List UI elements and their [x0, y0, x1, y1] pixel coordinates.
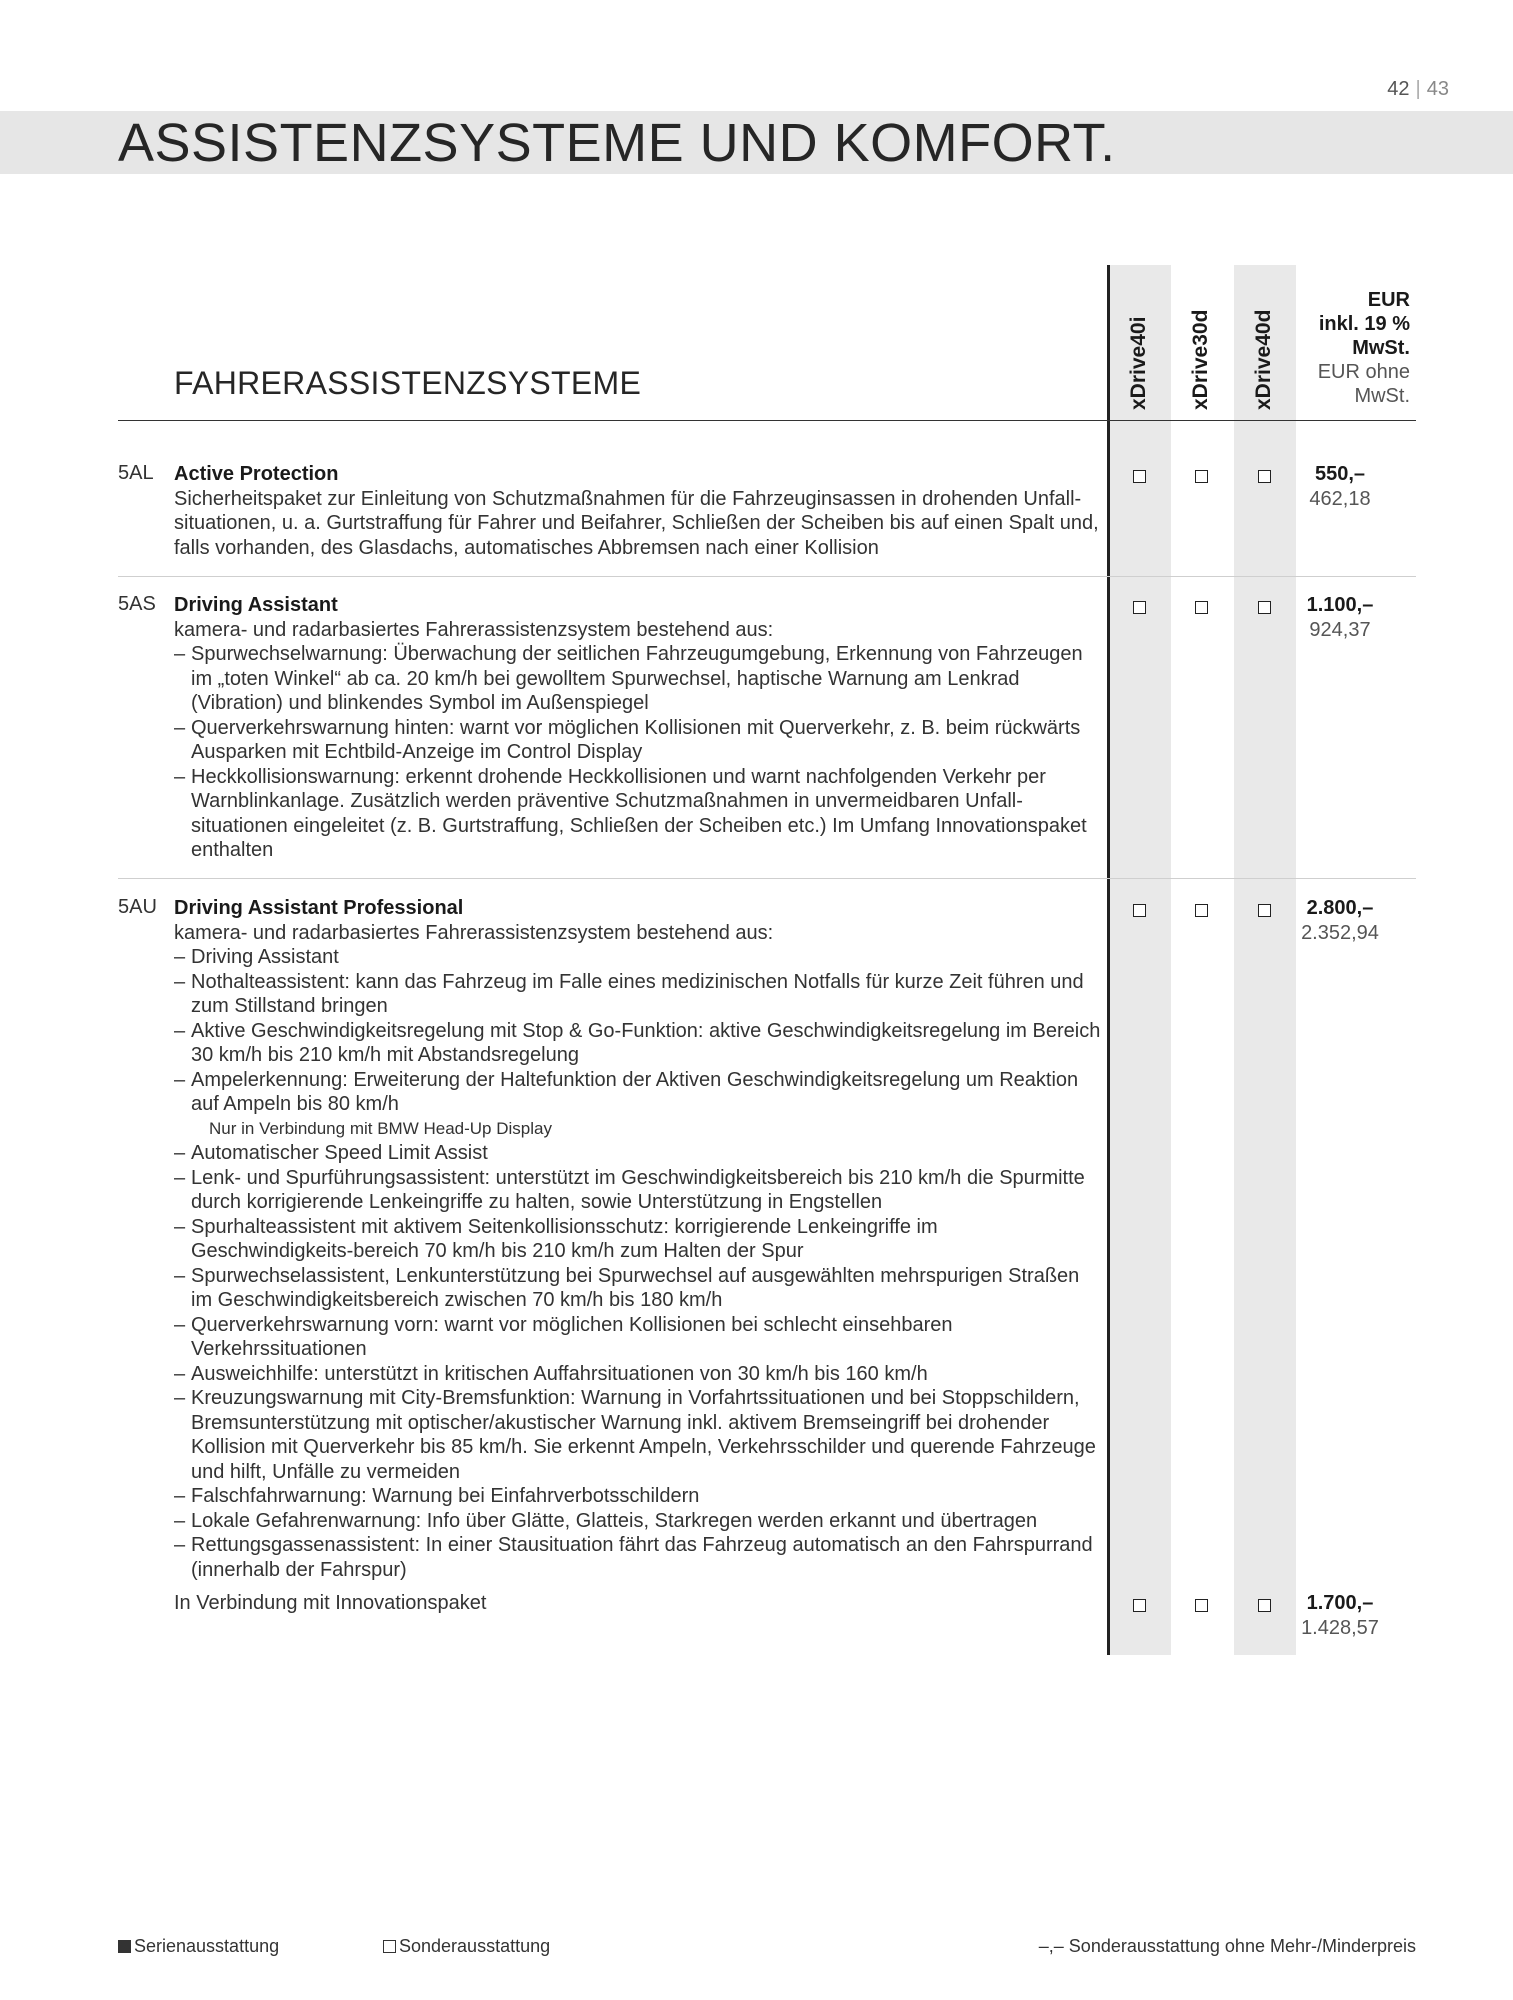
optional-checkbox-xdrive40i — [1133, 1599, 1146, 1612]
option-price: 1.700,– 1.428,57 — [1301, 1592, 1379, 1639]
optional-checkbox-xdrive40i — [1133, 470, 1146, 483]
optional-checkbox-xdrive30d — [1195, 470, 1208, 483]
option-price: 1.100,– 924,37 — [1306, 594, 1374, 641]
legend-standard: Serienausstattung — [118, 1936, 279, 1957]
option-entry-innovation-package — [174, 1591, 1104, 1616]
list-item: – Ampelerkennung: Erweiterung der Haltefunktion der Aktiven Geschwindigkeitsregelung um Reaktion auf Ampeln bis 80 km/h — [174, 1068, 1104, 1117]
row-divider — [118, 878, 1416, 879]
list-item: – Nothalteassistent: kann das Fahrzeug im Falle eines medizinischen Notfalls für kurze Zeit führen und zum Stillstand bringen — [174, 970, 1104, 1019]
optional-checkbox-xdrive40d — [1258, 904, 1271, 917]
option-name: Active Protection — [174, 463, 339, 485]
section-heading: FAHRERASSISTENZSYSTEME — [174, 365, 642, 401]
optional-checkbox-xdrive30d — [1195, 1599, 1208, 1612]
optional-checkbox-xdrive40d — [1258, 601, 1271, 614]
optional-checkbox-xdrive40d — [1258, 470, 1271, 483]
option-entry-active-protection: Active Protection Sicherheitspaket zur Einleitung von Schutzmaßnahmen für die Fahrzeuginsassen in drohenden Unfall- situationen, u. a. Gurtstraffung für Fahrer und Beifahrer, Schließen der Scheiben bis auf einen Spalt und, falls vorhanden, des Glasdachs, automatisches Abbremsen nach einer Kollision — [174, 462, 1104, 560]
optional-checkbox-xdrive40i — [1133, 904, 1146, 917]
list-item: – Spurhalteassistent mit aktivem Seitenkollisionsschutz: korrigierende Lenkeingriffe im Geschwindigkeits-bereich 70 km/h bis 210 km/h zum Halten der Spur — [174, 1215, 1104, 1264]
price-header: EUR inkl. 19 % MwSt. EUR ohne MwSt. — [1317, 289, 1410, 407]
variant-label-1: xDrive40i — [1127, 316, 1150, 410]
list-item: – Ausweichhilfe: unterstützt in kritischen Auffahrsituationen von 30 km/h bis 160 km/h — [174, 1362, 1104, 1387]
optional-checkbox-xdrive40i — [1133, 601, 1146, 614]
footnote: Nur in Verbindung mit BMW Head-Up Display — [209, 1118, 552, 1138]
page-number — [1387, 78, 1449, 101]
option-name: Driving Assistant — [174, 594, 338, 616]
list-item: – Driving Assistant — [174, 945, 1104, 970]
option-entry-driving-assistant: Driving Assistant kamera- und radarbasiertes Fahrerassistenzsystem bestehend aus: – Spurwechselwarnung: Überwachung der seitlichen Fahrzeugumgebung, Erkennung von Fahrzeugen im „toten Winkel“ ab ca. 20 km/h bei gewolltem Spurwechsel, haptische Warnung am Lenkrad (Vibration) und blinkendes Symbol im Außenspiegel – Querverkehrswarnung hinten: warnt vor möglichen Kollisionen mit Querverkehr, z. B. beim rückwärts Ausparken mit Echtbild-Anzeige im Control Display – Heckkollisionswarnung: erkennt drohende Heckkollisionen und warnt nachfolgenden Verkehr per Warnblinkanlage. Zusätzlich werden präventive Schutzmaßnahmen in unvermeidbaren Unfall-situationen eingeleitet (z. B. Gurtstraffung, Schließen der Scheiben etc.) Im Umfang Innovationspaket enthalten — [174, 593, 1104, 863]
list-item: – Querverkehrswarnung vorn: warnt vor möglichen Kollisionen bei schlecht einsehbaren Verkehrssituationen — [174, 1313, 1104, 1362]
option-code: 5AL — [118, 462, 154, 484]
optional-checkbox-xdrive30d — [1195, 601, 1208, 614]
page-number-right: 43 — [1426, 78, 1449, 100]
row-divider — [118, 576, 1416, 577]
list-item: – Lenk- und Spurführungsassistent: unterstützt im Geschwindigkeitsbereich bis 210 km/h die Spurmitte durch korrigierende Lenkeingriffe zu halten, sowie Unterstützung in Engstellen — [174, 1166, 1104, 1215]
optional-checkbox-xdrive40d — [1258, 1599, 1271, 1612]
option-name: In Verbindung mit Innovationspaket — [174, 1592, 487, 1614]
list-item: – Rettungsgassenassistent: In einer Stausituation fährt das Fahrzeug automatisch an den Fahrspurrand (innerhalb der Fahrspur) — [174, 1533, 1104, 1582]
option-entry-driving-assistant-professional: Driving Assistant Professional kamera- und radarbasiertes Fahrerassistenzsystem bestehend aus: – Driving Assistant – Nothalteassistent: kann das Fahrzeug im Falle eines medizinischen Notfalls für kurze Zeit führen und zum Stillstand bringen – Aktive Geschwindigkeitsregelung mit Stop & Go-Funktion: aktive Geschwindigkeitsregelung im Bereich 30 km/h bis 210 km/h mit Abstandsregelung – Ampelerkennung: Erweiterung der Haltefunktion der Aktiven Geschwindigkeitsregelung um Reaktion auf Ampeln bis 80 km/h Nur in Verbindung mit BMW Head-Up Display – Automatischer Speed Limit Assist – Lenk- und Spurführungsassistent: unterstützt im Geschwindigkeitsbereich bis 210 km/h die Spurmitte durch korrigierende Lenkeingriffe zu halten, sowie Unterstützung in Engstellen – Spurhalteassistent mit aktivem Seitenkollisionsschutz: korrigierende Lenkeingriffe im Geschwindigkeits-bereich 70 km/h bis 210 km/h zum Halten der Spur – Spurwechselassistent, Lenkunterstützung bei Spurwechsel auf ausgewählten mehrspurigen Straßen im Geschwindigkeitsbereich zwischen 70 km/h bis 180 km/h – Querverkehrswarnung vorn: warnt vor möglichen Kollisionen bei schlecht einsehbaren Verkehrssituationen – Ausweichhilfe: unterstützt in kritischen Auffahrsituationen von 30 km/h bis 160 km/h – Kreuzungswarnung mit City-Bremsfunktion: Warnung in Vorfahrtssituationen und bei Stoppschildern, Bremsunterstützung mit optischer/akustischer Warnung inkl. aktivem Bremseingriff bei drohender Kollision mit Querverkehr bis 85 km/h. Sie erkennt Ampeln, Verkehrsschilder und querende Fahrzeuge und hilft, Unfälle zu vermeiden – Falschfahrwarnung: Warnung bei Einfahrverbotsschildern – Lokale Gefahrenwarnung: Info über Glätte, Glatteis, Starkregen werden erkannt und übertragen – Rettungsgassenassistent: In einer Stausituation fährt das Fahrzeug automatisch an den Fahrspurrand (innerhalb der Fahrspur) — [174, 896, 1104, 1582]
option-name: Driving Assistant Professional — [174, 897, 464, 919]
header-rule — [118, 420, 1416, 421]
list-item: – Spurwechselwarnung: Überwachung der seitlichen Fahrzeugumgebung, Erkennung von Fahrzeugen im „toten Winkel“ ab ca. 20 km/h bei gewolltem Spurwechsel, haptische Warnung am Lenkrad (Vibration) und blinkendes Symbol im Außenspiegel — [174, 642, 1104, 716]
variant-label-2: xDrive30d — [1189, 309, 1212, 410]
empty-square-icon — [383, 1940, 396, 1953]
option-code: 5AS — [118, 593, 156, 615]
list-item: – Heckkollisionswarnung: erkennt drohende Heckkollisionen und warnt nachfolgenden Verkehr per Warnblinkanlage. Zusätzlich werden präventive Schutzmaßnahmen in unvermeidbaren Unfall-situationen eingeleitet (z. B. Gurtstraffung, Schließen der Scheiben etc.) Im Umfang Innovationspaket enthalten — [174, 765, 1104, 863]
list-item: – Spurwechselassistent, Lenkunterstützung bei Spurwechsel auf ausgewählten mehrspurigen Straßen im Geschwindigkeitsbereich zwischen 70 km/h bis 180 km/h — [174, 1264, 1104, 1313]
legend-no-price: –,– Sonderausstattung ohne Mehr-/Minderpreis — [1038, 1936, 1416, 1956]
list-item: – Automatischer Speed Limit Assist — [174, 1141, 1104, 1166]
list-item: – Falschfahrwarnung: Warnung bei Einfahrverbotsschildern — [174, 1484, 1104, 1509]
option-price: 2.800,– 2.352,94 — [1301, 897, 1379, 944]
page-number-left: 42 — [1387, 78, 1410, 100]
filled-square-icon — [118, 1940, 131, 1953]
list-item: – Kreuzungswarnung mit City-Bremsfunktion: Warnung in Vorfahrtssituationen und bei Stoppschildern, Bremsunterstützung mit optischer/akustischer Warnung inkl. aktivem Bremseingriff bei drohender Kollision mit Querverkehr bis 85 km/h. Sie erkennt Ampeln, Verkehrsschilder und querende Fahrzeuge und hilft, Unfälle zu vermeiden — [174, 1386, 1104, 1484]
option-code: 5AU — [118, 896, 157, 918]
variant-label-3: xDrive40d — [1252, 309, 1275, 410]
option-price: 550,– 462,18 — [1309, 463, 1371, 510]
page-title: ASSISTENZSYSTEME UND KOMFORT. — [118, 113, 1116, 173]
legend-optional: Sonderausstattung — [383, 1936, 550, 1957]
list-item: – Lokale Gefahrenwarnung: Info über Glätte, Glatteis, Starkregen werden erkannt und übertragen — [174, 1509, 1104, 1534]
page-number-separator: | — [1415, 78, 1421, 100]
optional-checkbox-xdrive30d — [1195, 904, 1208, 917]
list-item: – Aktive Geschwindigkeitsregelung mit Stop & Go-Funktion: aktive Geschwindigkeitsregelung im Bereich 30 km/h bis 210 km/h mit Abstandsregelung — [174, 1019, 1104, 1068]
list-item: – Querverkehrswarnung hinten: warnt vor möglichen Kollisionen mit Querverkehr, z. B. beim rückwärts Ausparken mit Echtbild-Anzeige im Control Display — [174, 716, 1104, 765]
variant-column-divider — [1107, 265, 1110, 1655]
